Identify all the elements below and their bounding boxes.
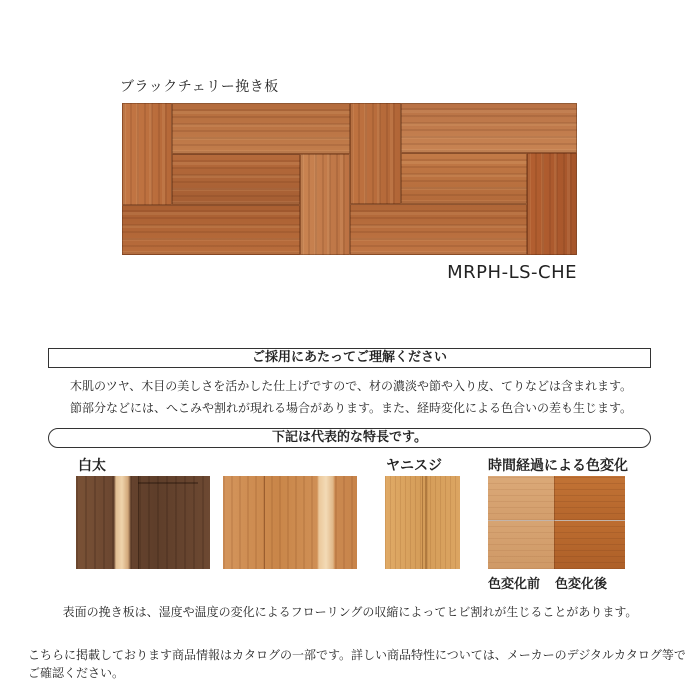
resin-streak-label: ヤニスジ	[386, 458, 442, 474]
wood-plank	[350, 103, 401, 204]
features-heading: 下記は代表的な特長です。	[48, 428, 651, 448]
wood-plank	[172, 154, 300, 205]
notice-line-1: 木肌のツヤ、木目の美しさを活かした仕上げですので、材の濃淡や節や入り皮、てりなどは含まれます。	[69, 379, 633, 393]
sapwood-sample-image	[76, 476, 210, 569]
crack-note: 表面の挽き板は、湿度や温度の変化によるフローリングの収縮によってヒビ割れが生じることがあります。	[62, 605, 638, 619]
flooring-sample-image	[122, 103, 577, 255]
after-change-label: 色変化後	[555, 577, 608, 592]
wood-plank	[401, 153, 527, 204]
wood-plank	[401, 103, 577, 153]
wood-plank	[300, 154, 350, 255]
catalog-disclaimer: こちらに掲載しております商品情報はカタログの一部です。詳しい商品特性については、メーカーのデジタルカタログ等でご確認ください。	[28, 648, 686, 680]
wood-plank	[122, 103, 172, 205]
product-code: MRPH-LS-CHE	[447, 262, 577, 283]
before-change-label: 色変化前	[488, 577, 541, 592]
wood-plank	[122, 205, 300, 255]
notice-line-2: 節部分などには、へこみや割れが現れる場合があります。また、経時変化による色合いの差も生じます。	[69, 401, 633, 415]
product-title: ブラックチェリー挽き板	[120, 79, 279, 95]
color-change-sample-image	[488, 476, 625, 569]
wood-plank	[172, 103, 350, 154]
color-change-label: 時間経過による色変化	[488, 458, 628, 474]
notice-heading: ご採用にあたってご理解ください	[48, 348, 651, 368]
sapwood-label: 白太	[78, 458, 106, 474]
wood-plank	[350, 204, 527, 255]
resin-streak-sample-image	[385, 476, 460, 569]
wood-plank	[527, 153, 577, 255]
sapwood-sample-image	[223, 476, 357, 569]
